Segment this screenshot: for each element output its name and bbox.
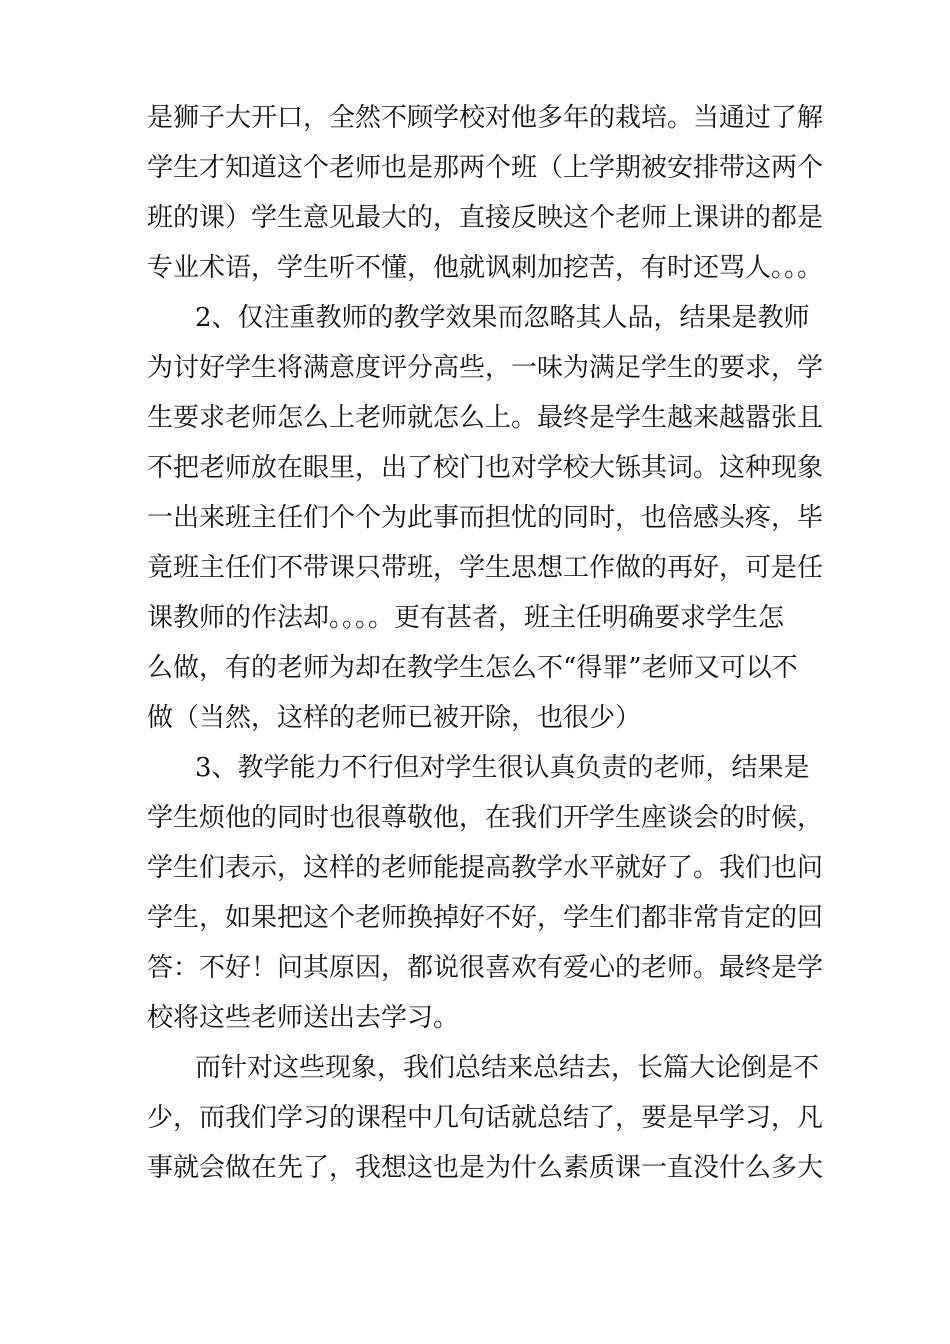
text-line: 学生烦他的同时也很尊敬他，在我们开学生座谈会的时候， [147,803,824,833]
text-line: 班的课）学生意见最大的，直接反映这个老师上课讲的都是 [147,203,824,233]
text-line: 专业术语，学生听不懂，他就讽刺加挖苦，有时还骂人。。。 [147,253,824,283]
text-line: 做（当然，这样的老师已被开除，也很少） [147,703,642,733]
paragraph-start-line: 3、教学能力不行但对学生很认真负责的老师，结果是 [195,753,810,783]
text-line: 学生，如果把这个老师换掉好不好，学生们都非常肯定的回 [147,903,824,933]
text-line: 竟班主任们不带课只带班，学生思想工作做的再好，可是任 [147,553,824,583]
text-line: 答：不好！问其原因，都说很喜欢有爱心的老师。最终是学 [147,953,824,983]
text-line: 校将这些老师送出去学习。 [147,1003,460,1033]
text-line: 么做，有的老师为却在教学生怎么不“得罪”老师又可以不 [147,653,798,683]
text-line: 生要求老师怎么上老师就怎么上。最终是学生越来越嚣张且 [147,403,824,433]
text-line: 是狮子大开口，全然不顾学校对他多年的栽培。当通过了解 [147,103,824,133]
paragraph-start-line: 2、仅注重教师的教学效果而忽略其人品，结果是教师 [195,303,810,333]
text-line: 课教师的作法却。。。。更有甚者，班主任明确要求学生怎 [147,603,785,633]
text-line: 学生们表示，这样的老师能提高教学水平就好了。我们也问 [147,853,824,883]
text-line: 少，而我们学习的课程中几句话就总结了，要是早学习，凡 [147,1103,824,1133]
text-line: 为讨好学生将满意度评分高些，一味为满足学生的要求，学 [147,353,824,383]
text-line: 学生才知道这个老师也是那两个班（上学期被安排带这两个 [147,153,824,183]
paragraph-start-line: 而针对这些现象，我们总结来总结去，长篇大论倒是不 [195,1053,820,1083]
text-line: 不把老师放在眼里，出了校门也对学校大铄其词。这种现象 [147,453,824,483]
text-line: 一出来班主任们个个为此事而担忧的同时，也倍感头疼，毕 [147,503,824,533]
text-line: 事就会做在先了，我想这也是为什么素质课一直没什么多大 [147,1153,824,1183]
